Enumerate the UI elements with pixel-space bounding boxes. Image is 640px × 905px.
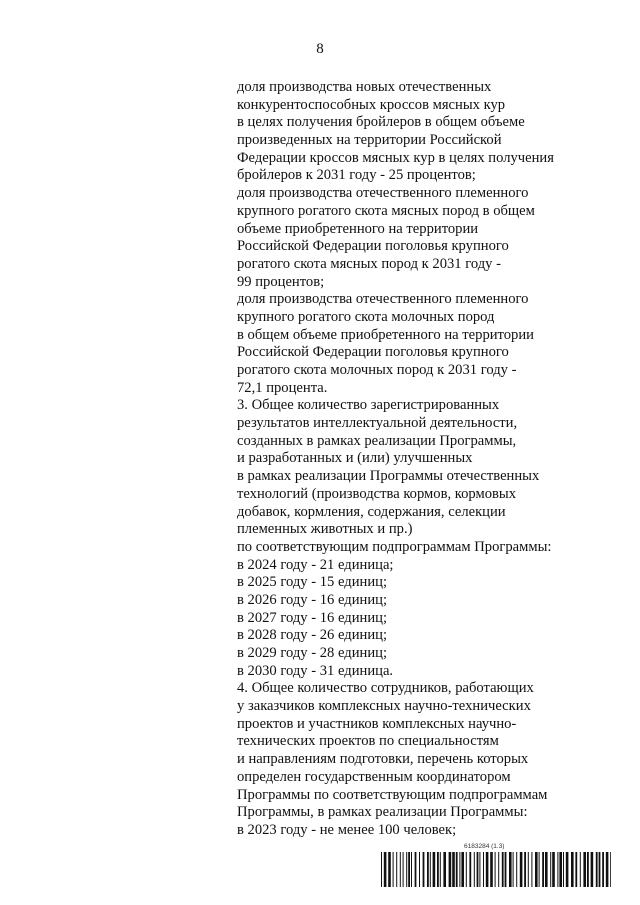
text-line: в 2024 году - 21 единица;	[237, 556, 394, 573]
text-line: доля производства новых отечественных	[237, 79, 492, 95]
text-line: в 2029 году - 28 единиц;	[237, 645, 387, 661]
barcode-code: 6183284 (1.3)	[464, 843, 505, 850]
text-line: рогатого скота мясных пород к 2031 году -	[237, 255, 501, 272]
text-line: крупного рогатого скота мясных пород в общем	[237, 202, 535, 219]
text-line: созданных в рамках реализации Программы,	[237, 432, 517, 449]
page-number: 8	[316, 41, 324, 57]
text-line: в 2026 году - 16 единиц;	[237, 591, 387, 608]
text-line: 3. Общее количество зарегистрированных	[237, 397, 500, 414]
text-line: Программы, в рамках реализации Программы:	[237, 804, 528, 821]
text-line: конкурентоспособных кроссов мясных кур	[237, 96, 506, 113]
document-body	[237, 79, 617, 840]
text-line: у заказчиков комплексных научно-технических	[237, 698, 531, 715]
text-line: Федерации кроссов мясных кур в целях получения	[237, 149, 554, 166]
text-line: и направлениям подготовки, перечень которых	[237, 751, 529, 768]
text-line: в рамках реализации Программы отечественных	[237, 468, 540, 485]
text-line: бройлеров к 2031 году - 25 процентов;	[237, 167, 476, 184]
text-line: 99 процентов;	[237, 273, 325, 290]
text-line: доля производства отечественного племенного	[237, 291, 529, 308]
text-line: определен государственным координатором	[237, 768, 511, 785]
text-line: в общем объеме приобретенного на территории	[237, 326, 534, 343]
text-line: племенных животных и пр.)	[237, 521, 413, 538]
text-line: результатов интеллектуальной деятельности,	[237, 415, 518, 432]
text-line: произведенных на территории Российской	[237, 132, 502, 149]
text-line: доля производства отечественного племенного	[237, 185, 529, 202]
text-line: технологий (производства кормов, кормовых	[237, 485, 517, 502]
text-line: Российской Федерации поголовья крупного	[237, 238, 509, 255]
text-line: крупного рогатого скота молочных пород	[237, 308, 495, 325]
barcode-image	[380, 852, 612, 887]
text-line: по соответствующим подпрограммам Программы:	[237, 538, 552, 555]
text-line: в 2030 году - 31 единица.	[237, 662, 394, 679]
text-line: проектов и участников комплексных научно-	[237, 715, 517, 732]
text-line: 72,1 процента.	[237, 379, 328, 396]
text-line: в 2028 году - 26 единиц;	[237, 627, 387, 644]
text-line: в целях получения бройлеров в общем объеме	[237, 114, 525, 131]
text-line: в 2023 году - не менее 100 человек;	[237, 821, 457, 838]
text-line: Российской Федерации поголовья крупного	[237, 344, 509, 361]
text-line: Программы по соответствующим подпрограммам	[237, 786, 548, 803]
text-line: 4. Общее количество сотрудников, работающих	[237, 680, 534, 697]
text-line: добавок, кормления, содержания, селекции	[237, 503, 506, 520]
text-line: объеме приобретенного на территории	[237, 220, 479, 237]
text-line: в 2027 году - 16 единиц;	[237, 609, 387, 626]
barcode-block	[380, 843, 612, 887]
text-line: и разработанных и (или) улучшенных	[237, 450, 473, 467]
text-line: технических проектов по специальностям	[237, 733, 499, 750]
text-line: в 2025 году - 15 единиц;	[237, 574, 387, 591]
text-line: рогатого скота молочных пород к 2031 году -	[237, 362, 517, 378]
